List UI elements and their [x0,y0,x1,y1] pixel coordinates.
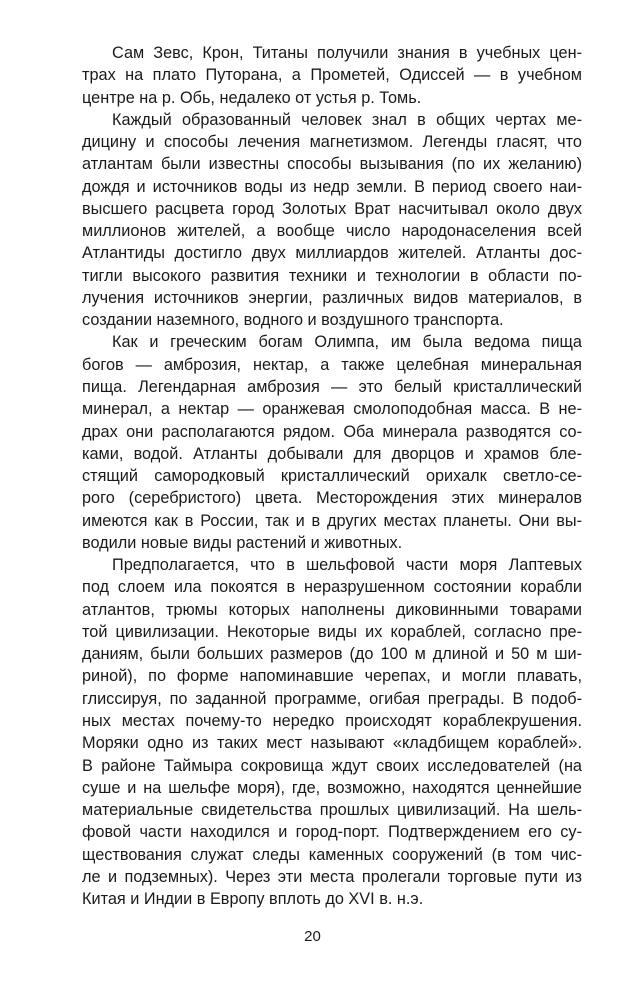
paragraph-line: даниям, были больших размеров (до 100 м длиной и 50 м ши- [82,645,582,664]
paragraph-line: водили новые виды растений и животных. [82,533,403,552]
paragraph-line: фовой части находился и город-порт. Подтверждением его су- [82,823,582,842]
paragraph-line: ных местах почему-то нередко происходят кораблекрушения. [82,711,582,730]
paragraph-line: атлантам были известны способы вызывания (по их желанию) [82,155,582,174]
paragraph-line: рого (серебристого) цвета. Месторождения этих минералов [82,489,582,508]
paragraph-line: создании наземного, водного и воздушного транспорта. [82,311,504,330]
paragraph-line: стящий самородковый кристаллический орихалк светло-се- [82,467,582,486]
paragraph-line: дождя и источников воды из недр земли. В период своего наи- [82,177,582,196]
body-text [82,42,582,910]
paragraph-line: под слоем ила покоятся в неразрушенном состоянии корабли [82,578,582,597]
paragraph-line: ками, водой. Атланты добывали для дворцов и храмов бле- [82,444,582,463]
paragraph-line: трах на плато Путорана, а Прометей, Одиссей — в учебном [82,66,582,85]
paragraph-first-line: Каждый образованный человек знал в общих чертах ме- [112,110,582,129]
paragraph-line: Китая и Индии в Европу вплоть до XVI в. н.э. [82,890,424,909]
paragraph-line: Атлантиды достигло двух миллиардов жителей. Атланты дос- [82,244,582,263]
paragraph-line: тигли высокого развития техники и технологии в области по- [82,266,582,285]
page-number: 20 [304,928,321,945]
paragraph-line: риной), по форме напоминавшие черепах, и могли плавать, [82,667,582,686]
paragraph-line: имеются как в России, так и в других местах планеты. Они вы- [82,511,582,530]
paragraph-first-line: Предполагается, что в шельфовой части моря Лаптевых [112,556,582,575]
paragraph-line: богов — амброзия, нектар, а также целебная минеральная [82,355,582,374]
paragraph-line: высшего расцвета город Золотых Врат насчитывал около двух [82,199,582,218]
paragraph-line: атлантов, трюмы которых наполнены диковинными товарами [82,600,582,619]
paragraph-line: минерал, а нектар — оранжевая смолоподобная масса. В не- [82,400,582,419]
paragraph-line: пища. Легендарная амброзия — это белый кристаллический [82,377,582,396]
paragraph-line: суше и на шельфе моря), где, возможно, находятся ценнейшие [82,778,582,797]
paragraph-line: глиссируя, по заданной программе, огибая преграды. В подоб- [82,689,582,708]
paragraph-line: той цивилизации. Некоторые виды их кораблей, согласно пре- [82,622,582,641]
paragraph-line: драх они располагаются рядом. Оба минерала разводятся со- [82,422,582,441]
paragraph-first-line: Как и греческим богам Олимпа, им была ведома пища [112,333,582,352]
paragraph-line: В районе Таймыра сокровища ждут своих исследователей (на [82,756,582,775]
paragraph-line: дицину и способы лечения магнетизмом. Легенды гласят, что [82,133,582,152]
paragraph-line: центре на р. Обь, недалеко от устья р. Томь. [82,88,422,107]
paragraph-line: ществования служат следы каменных сооружений (в том чис- [82,845,582,864]
paragraph-line: ле и подземных). Через эти места пролегали торговые пути из [82,867,582,886]
paragraph-line: Моряки одно из таких мест называют «кладбищем кораблей». [82,734,582,753]
paragraph-line: лучения источников энергии, различных видов материалов, в [82,288,582,307]
paragraph-line: миллионов жителей, а вообще число народонаселения всей [82,222,582,241]
paragraph-first-line: Сам Зевс, Крон, Титаны получили знания в учебных цен- [112,44,582,62]
paragraph-line: материальные свидетельства прошлых цивилизаций. На шель- [82,801,582,820]
